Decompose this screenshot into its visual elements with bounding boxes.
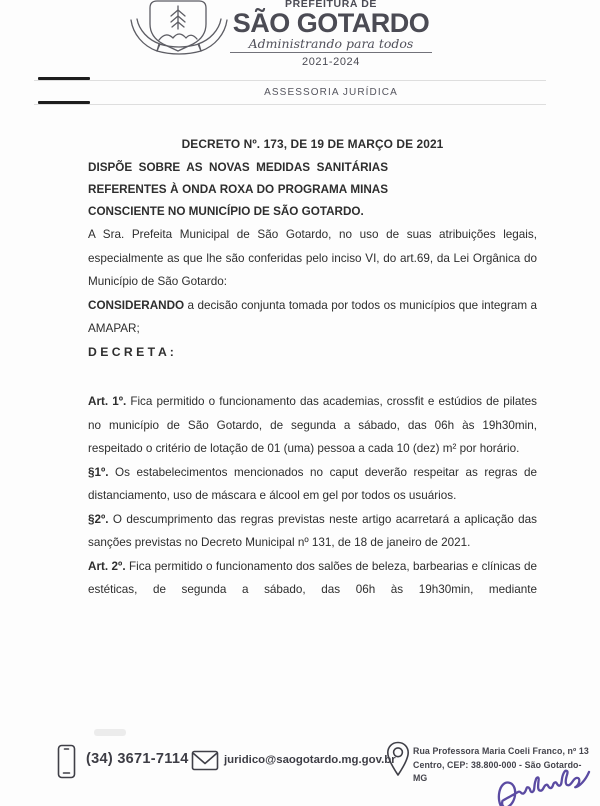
- paragraph-1-text: Os estabelecimentos mencionados no caput deverão respeitar as regras de distanciamento, uso de máscara e álcool em gel por todos os usuários.: [88, 465, 537, 503]
- scan-smudge: [94, 729, 126, 736]
- decreta-heading: D E C R E T A :: [88, 344, 174, 359]
- decree-preamble: A Sra. Prefeita Municipal de São Gotardo, no uso de suas atribuições legais, especialmente as que lhe são conferidas pelo inciso VI, do art.69, da Lei Orgânica do Município de São Gotardo:: [88, 228, 537, 289]
- article-1-block: [88, 390, 537, 555]
- org-name: SÃO GOTARDO: [232, 8, 430, 38]
- letterhead-divider: [34, 104, 546, 105]
- org-motto: Administrando para todos: [248, 36, 414, 51]
- article-1-text: Fica permitido o funcionamento das academias, crossfit e estúdios de pilates no município de São Gotardo, de segunda a sábado, das 06h às 19h30min, respeitado o critério de lotação de 01 (uma) pessoa a cada 10 (dez) m² por horário.: [88, 395, 537, 456]
- footer-address-line2: Centro, CEP: 38.800-000 - São Gotardo-MG: [413, 759, 582, 783]
- footer-address-line1: Rua Professora Maria Coeli Franco, nº 13: [413, 746, 589, 756]
- letterhead-divider: [34, 80, 546, 81]
- letterhead: [226, 0, 436, 68]
- article-2: [88, 555, 537, 602]
- paragraph-1-label: §1º.: [88, 465, 109, 479]
- considerando-label: CONSIDERANDO: [88, 298, 185, 312]
- smartphone-icon: [57, 744, 76, 779]
- paragraph-2-label: §2º.: [88, 512, 109, 526]
- article-2-label: Art. 2º.: [88, 559, 126, 573]
- motto-divider: [230, 52, 432, 53]
- decree-body: [88, 133, 537, 602]
- article-1-paragraph-2: [88, 508, 537, 555]
- considerando-paragraph: [88, 294, 537, 341]
- org-term: 2021-2024: [301, 56, 360, 68]
- article-2-text: Fica permitido o funcionamento dos salões de beleza, barbearias e clínicas de estéticas, de segunda a sábado, das 06h às 19h30min, mediante: [88, 559, 537, 597]
- coat-of-arms-icon: [127, 0, 231, 58]
- footer-phone: (34) 3671-7114: [86, 751, 189, 767]
- org-supertitle: PREFEITURA DE: [285, 0, 377, 10]
- footer-email: juridico@saogotardo.mg.gov.br: [224, 754, 396, 766]
- paragraph-2-text: O descumprimento das regras previstas neste artigo acarretará a aplicação das sanções previstas no Decreto Municipal nº 131, de 18 de janeiro de 2021.: [88, 512, 537, 550]
- department-label: ASSESSORIA JURÍDICA: [264, 87, 398, 98]
- article-1-label: Art. 1º.: [88, 395, 127, 409]
- decree-title: DECRETO Nº. 173, DE 19 DE MARÇO DE 2021: [181, 137, 444, 151]
- article-1: [88, 390, 537, 461]
- envelope-icon: [191, 750, 219, 771]
- article-1-paragraph-1: [88, 461, 537, 508]
- decree-summary: DISPÕE SOBRE AS NOVAS MEDIDAS SANITÁRIAS REFERENTES À ONDA ROXA DO PROGRAMA MINAS CONSCIENTE NO MUNICÍPIO DE SÃO GOTARDO.: [88, 160, 388, 218]
- considerando-text: a decisão conjunta tomada por todos os municípios que integram a AMAPAR;: [88, 298, 537, 336]
- map-pin-icon: [386, 741, 410, 777]
